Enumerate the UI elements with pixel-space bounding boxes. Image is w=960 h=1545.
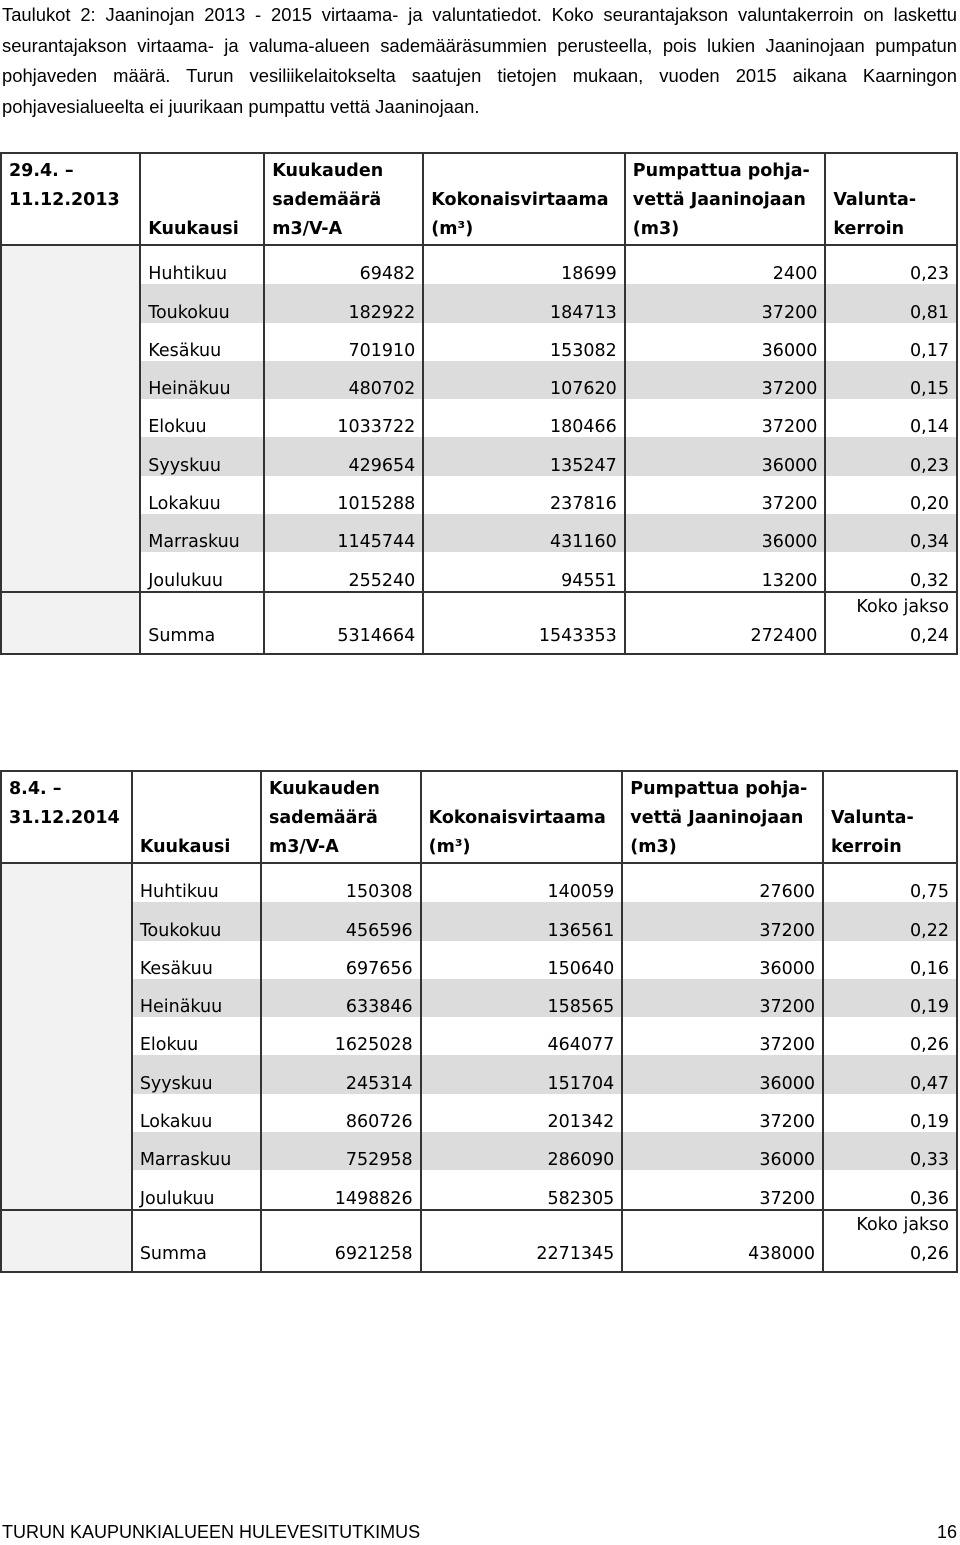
coef-cell: 0,14 (825, 399, 957, 437)
pumped-cell: 37200 (622, 1170, 823, 1209)
period-cell (1, 437, 140, 475)
coef-header-line: kerroin (830, 837, 902, 857)
table-header-row (1, 153, 957, 245)
pumped-header (622, 771, 823, 863)
month-cell: Joulukuu (132, 1170, 261, 1209)
period-cell (1, 1132, 132, 1170)
rain-cell: 701910 (264, 323, 423, 361)
rain-cell: 1625028 (261, 1017, 421, 1055)
flow-header-line: Kokonaisvirtaama (428, 808, 606, 828)
month-header (140, 153, 264, 245)
coef-cell: 0,33 (823, 1132, 957, 1170)
summa-flow: 1543353 (423, 592, 625, 654)
summa-rain: 6921258 (261, 1210, 421, 1272)
table-row (1, 245, 957, 284)
rain-cell: 456596 (261, 902, 421, 940)
month-header-label: Kuukausi (148, 219, 239, 239)
summa-label: Summa (140, 592, 264, 654)
table-row (1, 361, 957, 399)
period-cell (1, 361, 140, 399)
pumped-header-line: (m3) (632, 219, 680, 239)
rain-header-line: m3/V-A (268, 837, 339, 857)
table-row (1, 941, 957, 979)
rain-cell: 1033722 (264, 399, 423, 437)
coef-cell: 0,15 (825, 361, 957, 399)
period-header (1, 771, 132, 863)
period-cell (1, 902, 132, 940)
rain-cell: 1015288 (264, 476, 423, 514)
intro-text: Koko seurantajakson valuntakerroin on laskettu seurantajakson virtaama- ja valuma-alueen sademääräsummien perusteella, pois lukien Jaaninojaan pumpatun pohjaveden määrä. Turun vesiliikelaitokselta saatujen tietojen mukaan, vuoden 2015 aikana Kaarningon pohjavesialueelta ei juurikaan pumpattu vettä Jaaninojaan. (2, 4, 957, 117)
table-row (1, 284, 957, 322)
month-cell: Toukokuu (140, 284, 264, 322)
period-cell (1, 1210, 132, 1272)
summa-coef-label: Koko jakso (856, 596, 949, 617)
table-row (1, 1094, 957, 1132)
month-cell: Joulukuu (140, 552, 264, 591)
coef-cell: 0,19 (823, 1094, 957, 1132)
period-cell (1, 1017, 132, 1055)
pumped-header-line: (m3) (630, 837, 677, 857)
coef-cell: 0,20 (825, 476, 957, 514)
rain-cell: 1145744 (264, 514, 423, 552)
pumped-cell: 2400 (625, 245, 826, 284)
flow-cell: 94551 (423, 552, 625, 591)
table-caption-title: Jaaninojan 2013 - 2015 virtaama- ja valuntatiedot. (95, 4, 542, 25)
flow-cell: 158565 (421, 979, 623, 1017)
flow-cell: 286090 (421, 1132, 623, 1170)
period-cell (1, 592, 140, 654)
table-row (1, 552, 957, 591)
table-row (1, 1170, 957, 1209)
table-row (1, 437, 957, 475)
flow-cell: 582305 (421, 1170, 623, 1209)
page-number: 16 (936, 1522, 957, 1542)
rain-cell: 245314 (261, 1055, 421, 1093)
coef-header (823, 771, 957, 863)
pumped-cell: 27600 (622, 863, 823, 902)
table-row (1, 1017, 957, 1055)
month-cell: Syyskuu (140, 437, 264, 475)
pumped-header-line: Pumpattua pohja- (630, 779, 808, 799)
month-cell: Toukokuu (132, 902, 261, 940)
pumped-cell: 37200 (625, 476, 826, 514)
flow-cell: 237816 (423, 476, 625, 514)
period-cell (1, 476, 140, 514)
coef-header-line: kerroin (833, 219, 905, 239)
month-cell: Kesäkuu (132, 941, 261, 979)
month-cell: Huhtikuu (132, 863, 261, 902)
coef-cell: 0,32 (825, 552, 957, 591)
flow-cell: 151704 (421, 1055, 623, 1093)
month-cell: Elokuu (132, 1017, 261, 1055)
coef-cell: 0,36 (823, 1170, 957, 1209)
pumped-header (625, 153, 826, 245)
coef-cell: 0,22 (823, 902, 957, 940)
summa-pumped: 438000 (622, 1210, 823, 1272)
pumped-cell: 36000 (622, 1132, 823, 1170)
pumped-cell: 37200 (625, 284, 826, 322)
summa-coef (823, 1210, 957, 1272)
data-table-1 (0, 152, 958, 655)
rain-header-line: sademäärä (268, 808, 378, 828)
period-label: 8.4. – (9, 779, 62, 799)
flow-header-line: Kokonaisvirtaama (431, 190, 609, 210)
pumped-cell: 37200 (622, 1094, 823, 1132)
coef-cell: 0,23 (825, 245, 957, 284)
month-cell: Kesäkuu (140, 323, 264, 361)
summa-coef-value: 0,26 (910, 1243, 949, 1264)
period-cell (1, 245, 140, 284)
pumped-cell: 36000 (622, 1055, 823, 1093)
table-row (1, 979, 957, 1017)
coef-cell: 0,17 (825, 323, 957, 361)
rain-cell: 860726 (261, 1094, 421, 1132)
summa-coef (825, 592, 957, 654)
coef-cell: 0,81 (825, 284, 957, 322)
month-cell: Lokakuu (132, 1094, 261, 1132)
period-cell (1, 323, 140, 361)
pumped-cell: 37200 (622, 902, 823, 940)
summa-row (1, 592, 957, 654)
pumped-cell: 36000 (625, 514, 826, 552)
table-row (1, 323, 957, 361)
flow-cell: 140059 (421, 863, 623, 902)
period-cell (1, 284, 140, 322)
pumped-cell: 36000 (625, 323, 826, 361)
flow-cell: 201342 (421, 1094, 623, 1132)
period-cell (1, 1094, 132, 1132)
coef-cell: 0,23 (825, 437, 957, 475)
period-cell (1, 514, 140, 552)
coef-cell: 0,47 (823, 1055, 957, 1093)
rain-header (261, 771, 421, 863)
period-cell (1, 863, 132, 902)
month-cell: Heinäkuu (132, 979, 261, 1017)
flow-cell: 464077 (421, 1017, 623, 1055)
coef-cell: 0,19 (823, 979, 957, 1017)
summa-coef-label: Koko jakso (856, 1214, 949, 1235)
coef-header-line: Valunta- (830, 808, 914, 828)
coef-header-line: Valunta- (833, 190, 917, 210)
month-cell: Lokakuu (140, 476, 264, 514)
summa-row (1, 1210, 957, 1272)
summa-pumped: 272400 (625, 592, 826, 654)
period-label: 11.12.2013 (9, 190, 120, 210)
rain-cell: 1498826 (261, 1170, 421, 1209)
month-cell: Marraskuu (132, 1132, 261, 1170)
rain-header-line: sademäärä (272, 190, 382, 210)
flow-cell: 184713 (423, 284, 625, 322)
pumped-header-line: Pumpattua pohja- (632, 161, 810, 181)
table-caption-label: Taulukot 2: (2, 4, 96, 25)
pumped-cell: 36000 (622, 941, 823, 979)
pumped-cell: 37200 (622, 1017, 823, 1055)
table-row (1, 399, 957, 437)
pumped-header-line: vettä Jaaninojaan (630, 808, 804, 828)
coef-cell: 0,75 (823, 863, 957, 902)
flow-cell: 18699 (423, 245, 625, 284)
table-row (1, 902, 957, 940)
period-cell (1, 552, 140, 591)
summa-label: Summa (132, 1210, 261, 1272)
period-cell (1, 399, 140, 437)
rain-cell: 633846 (261, 979, 421, 1017)
data-table-2 (0, 770, 958, 1273)
rain-cell: 255240 (264, 552, 423, 591)
table-row (1, 476, 957, 514)
coef-header (825, 153, 957, 245)
coef-cell: 0,34 (825, 514, 957, 552)
coef-cell: 0,16 (823, 941, 957, 979)
rain-cell: 697656 (261, 941, 421, 979)
page-footer (2, 1521, 957, 1543)
flow-cell: 107620 (423, 361, 625, 399)
rain-header-line: m3/V-A (272, 219, 343, 239)
flow-header (423, 153, 625, 245)
flow-cell: 135247 (423, 437, 625, 475)
rain-cell: 182922 (264, 284, 423, 322)
period-cell (1, 1170, 132, 1209)
month-cell: Heinäkuu (140, 361, 264, 399)
summa-flow: 2271345 (421, 1210, 623, 1272)
period-label: 31.12.2014 (9, 808, 120, 828)
table-row (1, 1132, 957, 1170)
month-cell: Marraskuu (140, 514, 264, 552)
coef-cell: 0,26 (823, 1017, 957, 1055)
month-header (132, 771, 261, 863)
flow-cell: 150640 (421, 941, 623, 979)
pumped-cell: 37200 (622, 979, 823, 1017)
rain-cell: 480702 (264, 361, 423, 399)
pumped-cell: 37200 (625, 399, 826, 437)
table-header-row (1, 771, 957, 863)
month-header-label: Kuukausi (139, 837, 231, 857)
pumped-header-line: vettä Jaaninojaan (632, 190, 806, 210)
flow-header-line: (m³) (428, 837, 471, 857)
rain-header-line: Kuukauden (272, 161, 384, 181)
pumped-cell: 37200 (625, 361, 826, 399)
flow-header-line: (m³) (431, 219, 474, 239)
rain-header-line: Kuukauden (268, 779, 380, 799)
intro-paragraph (2, 0, 957, 122)
pumped-cell: 36000 (625, 437, 826, 475)
flow-cell: 180466 (423, 399, 625, 437)
rain-cell: 752958 (261, 1132, 421, 1170)
rain-header (264, 153, 423, 245)
period-cell (1, 979, 132, 1017)
rain-cell: 429654 (264, 437, 423, 475)
period-header (1, 153, 140, 245)
table-row (1, 863, 957, 902)
table-row (1, 514, 957, 552)
flow-cell: 153082 (423, 323, 625, 361)
month-cell: Elokuu (140, 399, 264, 437)
rain-cell: 150308 (261, 863, 421, 902)
pumped-cell: 13200 (625, 552, 826, 591)
footer-title: TURUN KAUPUNKIALUEEN HULEVESITUTKIMUS (2, 1522, 421, 1542)
rain-cell: 69482 (264, 245, 423, 284)
period-label: 29.4. – (9, 161, 74, 181)
flow-cell: 431160 (423, 514, 625, 552)
period-cell (1, 1055, 132, 1093)
summa-rain: 5314664 (264, 592, 423, 654)
table-row (1, 1055, 957, 1093)
flow-cell: 136561 (421, 902, 623, 940)
flow-header (421, 771, 623, 863)
period-cell (1, 941, 132, 979)
month-cell: Huhtikuu (140, 245, 264, 284)
month-cell: Syyskuu (132, 1055, 261, 1093)
summa-coef-value: 0,24 (910, 625, 949, 646)
